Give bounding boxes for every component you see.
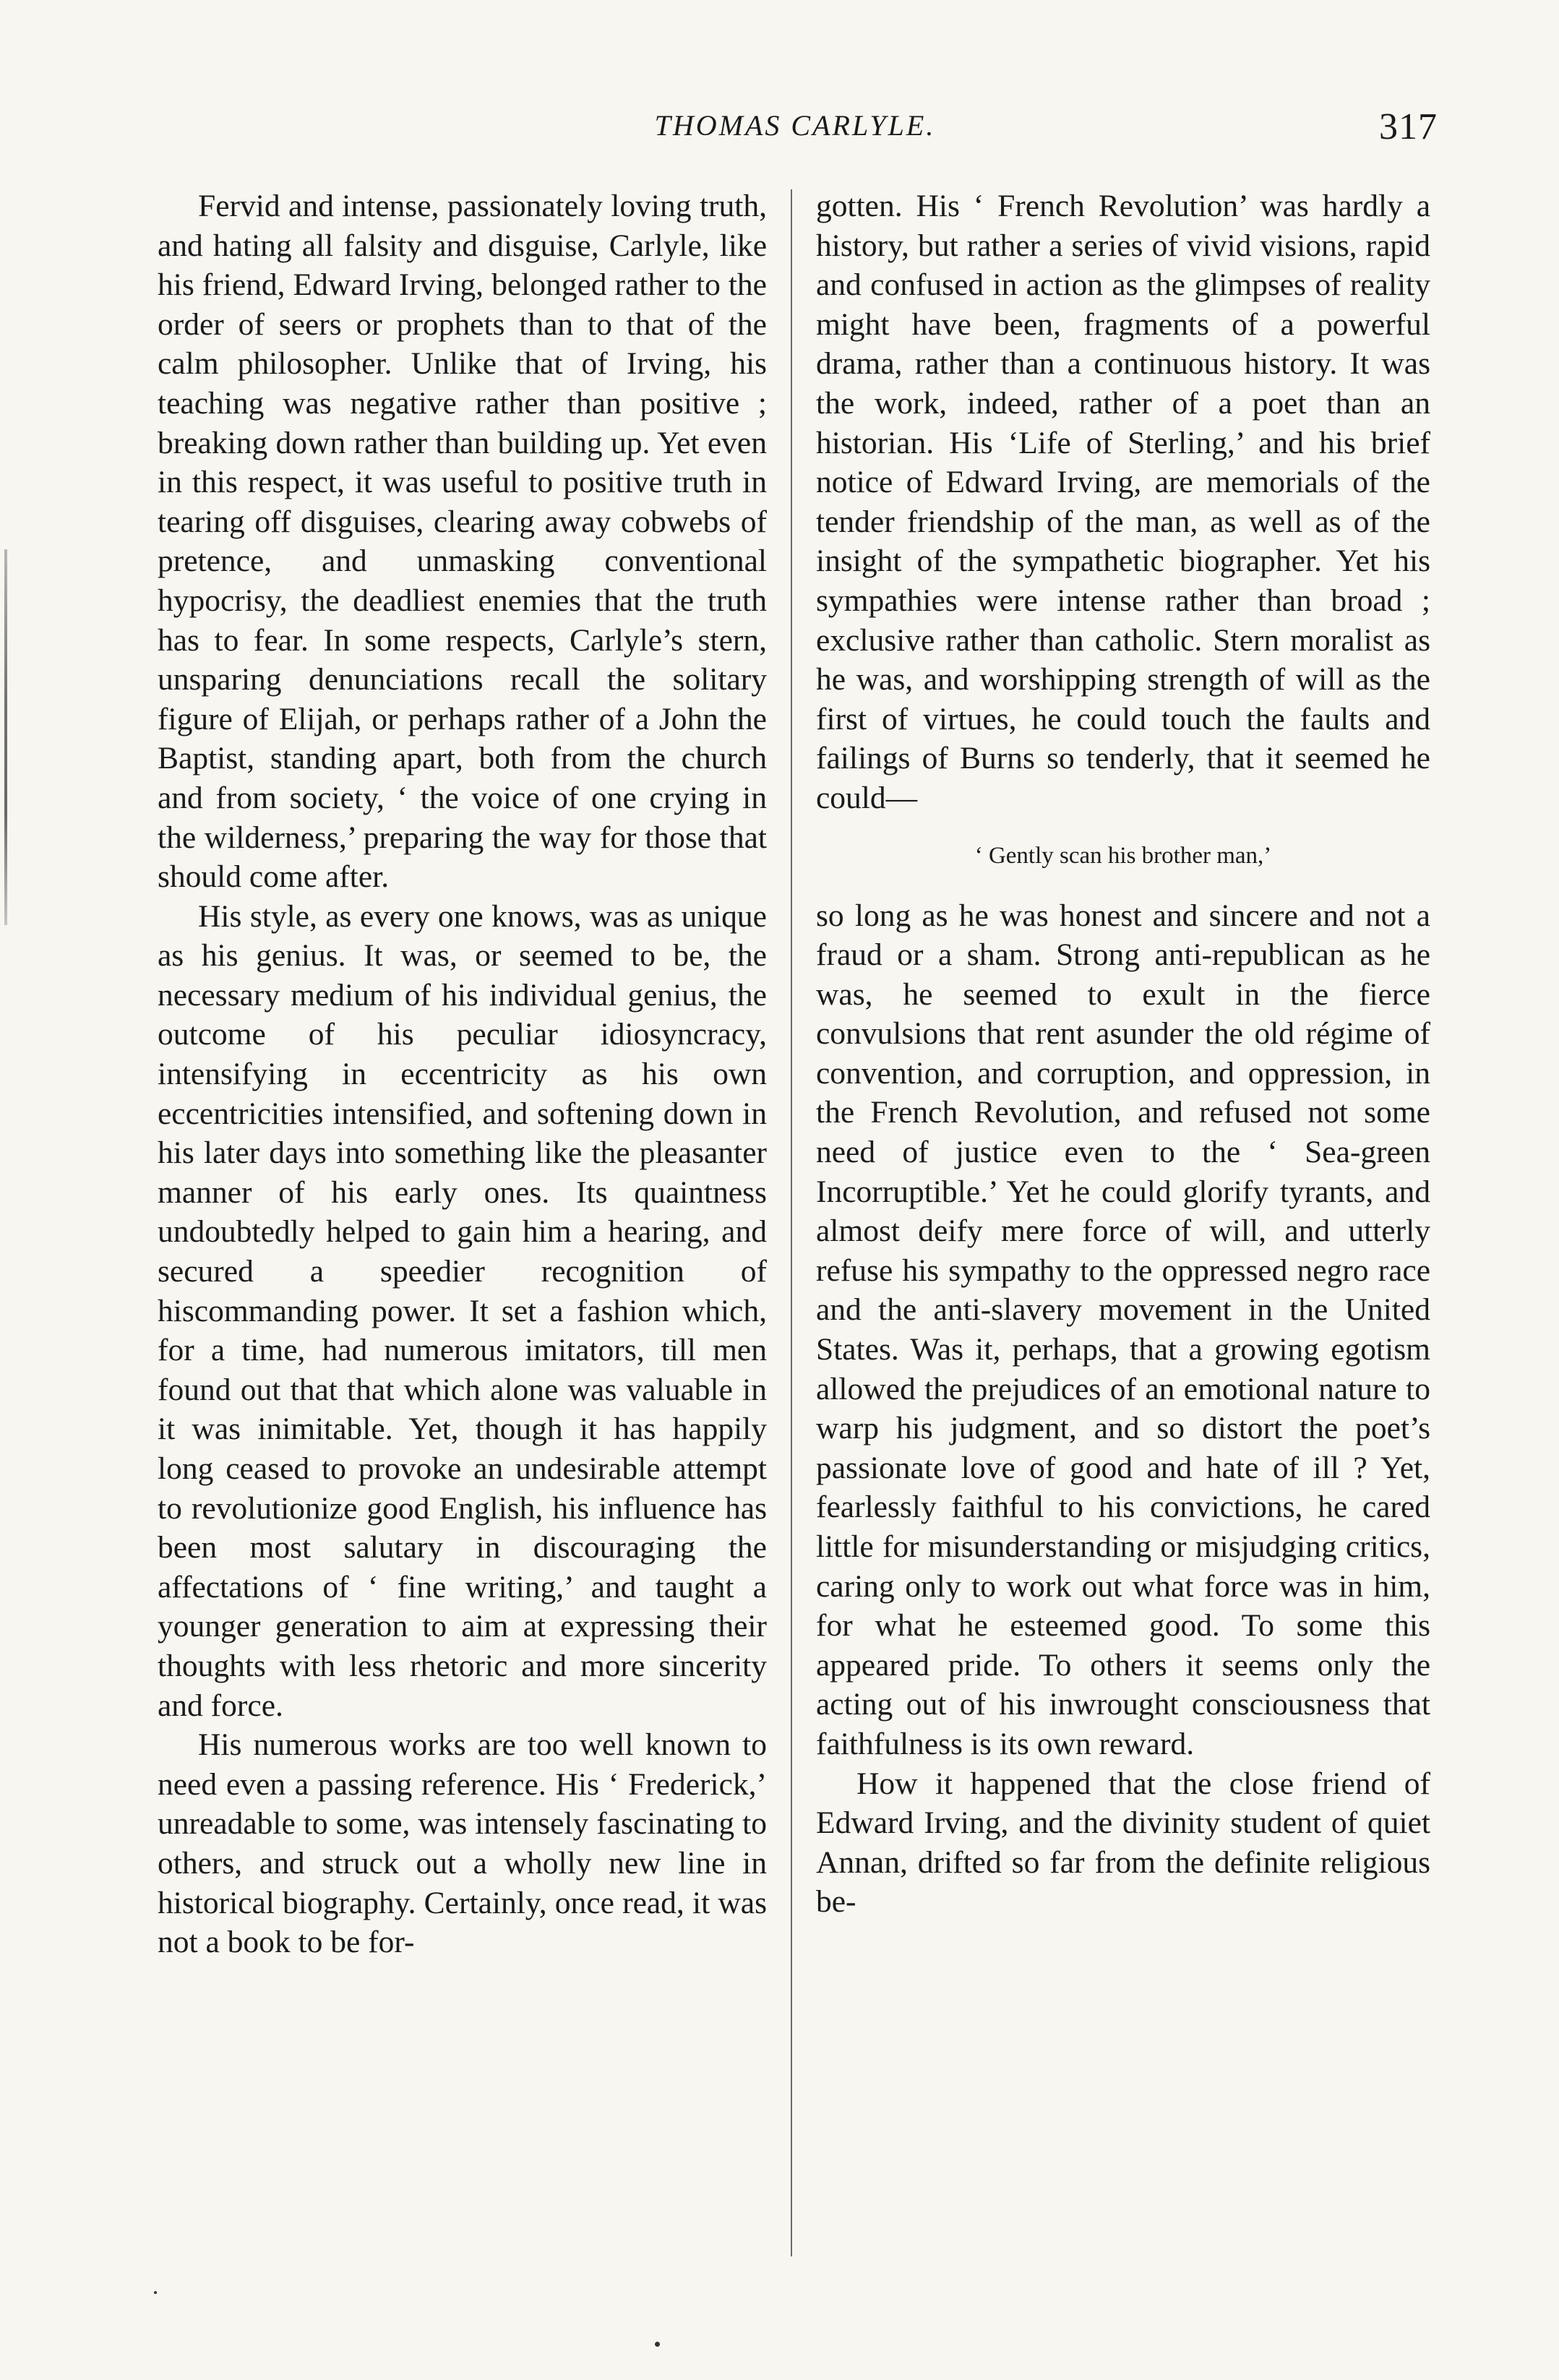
paragraph-2: His style, as every one knows, was as unique as his genius. It was, or seemed to be, the necessary medium of his individual genius, the outcome of his peculiar idiosyncracy, intensifying in eccentricity as his own eccentricities intensified, and softening down in his later days into something like the pleasanter manner of his early ones. Its quaintness undoubtedly helped to gain him a hearing, and secured a speedier recognition of hiscommanding power. It set a fashion which, for a time, had numerous imitators, till men found out that that which alone was valuable in it was inimitable. Yet, though it has happily long ceased to provoke an undesirable attempt to revolutionize good English, his influence has been most salutary in discouraging the affectations of ‘ fine writing,’ and taught a younger generation to aim at expressing their thoughts with less rhetoric and more sincerity and force. [158, 898, 767, 1723]
page-edge-shadow [4, 549, 7, 925]
left-column [158, 186, 767, 1962]
paragraph-3-continued: gotten. His ‘ French Revolution’ was hardly a history, but rather a series of vivid visions, rapid and confused in action as the glimpses of reality might have been, fragments of a powerful drama, rather than a continuous history. It was the work, indeed, rather of a poet than an historian. His ‘Life of Sterling,’ and his brief notice of Edward Irving, are memorials of the tender friendship of the man, as well as of the insight of the sympathetic biographer. Yet his sympathies were intense rather than broad ; exclusive rather than catholic. Stern moralist as he was, and worshipping strength of will as the first of virtues, he could touch the faults and failings of Burns so tenderly, that it seemed he could— [816, 189, 1430, 815]
page-number: 317 [1379, 106, 1438, 147]
paragraph-3: His numerous works are too well known to need even a passing reference. His ‘ Frederick,’ unreadable to some, was intensely fascinating to others, and struck out a wholly new line in historical biography. Certainly, once read, it was not a book to be for- [158, 1727, 767, 1960]
stray-mark [655, 2342, 660, 2347]
right-column [816, 186, 1430, 1922]
block-quote: ‘ Gently scan his brother man,’ [974, 842, 1272, 869]
column-divider [791, 189, 792, 2256]
paragraph-1: Fervid and intense, passionately loving truth, and hating all falsity and disguise, Carlyle, like his friend, Edward Irving, belonged rather to the order of seers or prophets than to that of the calm philosopher. Unlike that of Irving, his teaching was negative rather than positive ; breaking down rather than building up. Yet even in this respect, it was useful to positive truth in tearing off disguises, clearing away cobwebs of pretence, and unmasking conventional hypocrisy, the deadliest enemies that the truth has to fear. In some respects, Carlyle’s stern, unsparing denunciations recall the solitary figure of Elijah, or perhaps rather of a John the Baptist, standing apart, both from the church and from society, ‘ the voice of one crying in the wilderness,’ preparing the way for those that should come after. [158, 189, 767, 895]
paragraph-after-quote: so long as he was honest and sincere and not a fraud or a sham. Strong anti-republican as he was, he seemed to exult in the fierce convulsions that rent asunder the old régime of convention, and corruption, and oppression, in the French Revolution, and refused not some need of justice even to the ‘ Sea-green Incorruptible.’ Yet he could glorify tyrants, and almost deify mere force of will, and utterly refuse his sympathy to the oppressed negro race and the anti-slavery movement in the United States. Was it, perhaps, that a growing egotism allowed the prejudices of an emotional nature to warp his judgment, and so distort the poet’s passionate love of good and hate of ill ? Yet, fearlessly faithful to his convictions, he cared little for misunderstanding or misjudging critics, caring only to work out what force was in him, for what he esteemed good. To some this appeared pride. To others it seems only the acting out of his inwrought consciousness that faithfulness is its own reward. [816, 898, 1430, 1761]
paragraph-4: How it happened that the close friend of Edward Irving, and the divinity student of quiet Annan, drifted so far from the definite religious be- [816, 1766, 1430, 1920]
running-title: THOMAS CARLYLE. [654, 109, 936, 142]
stray-mark [154, 2291, 157, 2294]
